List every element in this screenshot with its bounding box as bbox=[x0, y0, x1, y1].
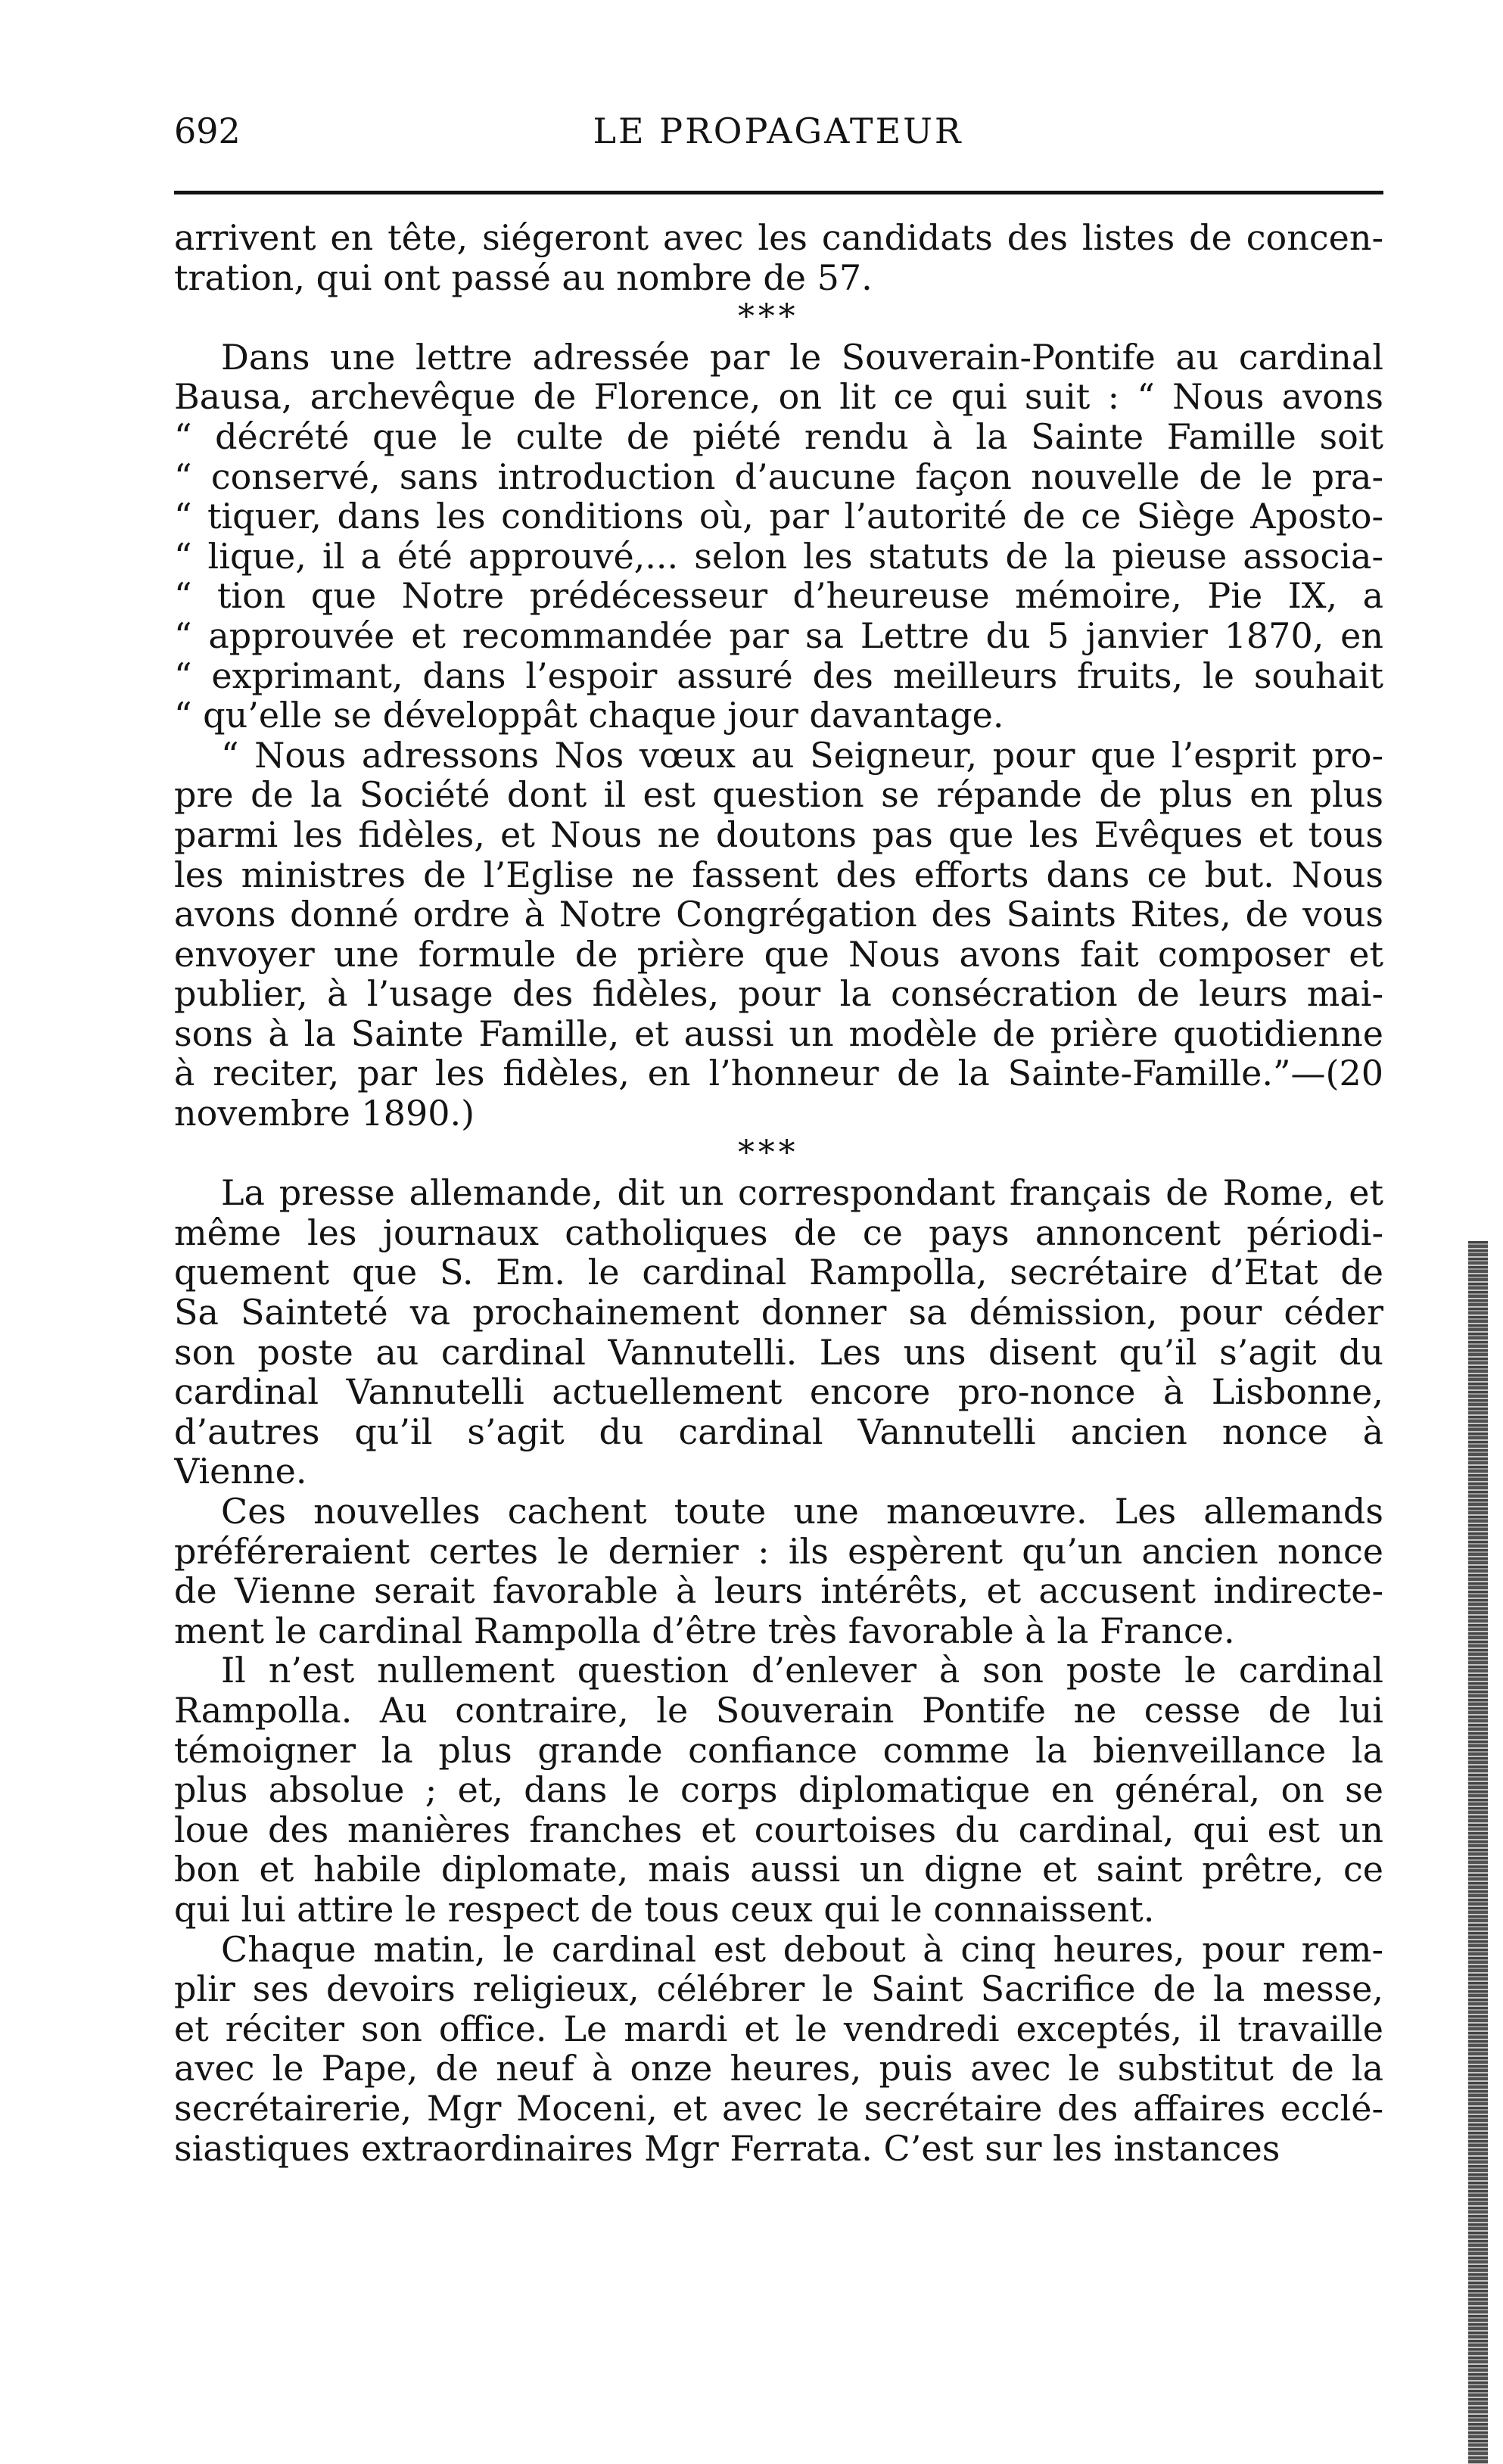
section-asterism bbox=[174, 297, 1383, 338]
text-line: La presse allemande, dit un correspondant français de Rome, et bbox=[221, 1173, 1383, 1213]
text-line: “ exprimant, dans l’espoir assuré des meilleurs fruits, le souhait bbox=[174, 655, 1383, 696]
text-line: loue des manières franches et courtoises du cardinal, qui est un bbox=[174, 1809, 1383, 1850]
text-line: Il n’est nullement question d’enlever à son poste le cardinal bbox=[221, 1650, 1383, 1691]
text-line: secrétairerie, Mgr Moceni, et avec le secrétaire des affaires ecclé- bbox=[174, 2088, 1383, 2129]
text-body bbox=[174, 218, 1383, 2168]
text-line: “ approuvée et recommandée par sa Lettre du 5 janvier 1870, en bbox=[174, 615, 1383, 656]
text-line: publier, à l’usage des fidèles, pour la consécration de leurs mai- bbox=[174, 974, 1383, 1014]
text-line: avons donné ordre à Notre Congrégation des Saints Rites, de vous bbox=[174, 894, 1383, 935]
text-line: Ces nouvelles cachent toute une manœuvre. Les allemands bbox=[221, 1492, 1383, 1532]
text-line: “ lique, il a été approuvé,... selon les statuts de la pieuse associa- bbox=[174, 536, 1383, 577]
text-line: Vienne. bbox=[174, 1451, 307, 1492]
text-line: bon et habile diplomate, mais aussi un digne et saint prêtre, ce bbox=[174, 1850, 1383, 1890]
text-line: Bausa, archevêque de Florence, on lit ce qui suit : “ Nous avons bbox=[174, 377, 1383, 417]
text-line: “ Nous adressons Nos vœux au Seigneur, pour que l’esprit pro- bbox=[221, 735, 1383, 776]
text-line: “ tion que Notre prédécesseur d’heureuse mémoire, Pie IX, a bbox=[174, 576, 1383, 616]
text-line: Sa Sainteté va prochainement donner sa démission, pour céder bbox=[174, 1293, 1383, 1333]
text-line: plir ses devoirs religieux, célébrer le Saint Sacrifice de la messe, bbox=[174, 1969, 1383, 2009]
page-header bbox=[174, 107, 1382, 160]
text-line: même les journaux catholiques de ce pays annoncent périodi- bbox=[174, 1212, 1383, 1253]
section-asterism bbox=[174, 1134, 1383, 1174]
text-line: Chaque matin, le cardinal est debout à cinq heures, pour rem- bbox=[221, 1929, 1383, 1970]
text-line: novembre 1890.) bbox=[174, 1094, 475, 1134]
text-line: arrivent en tête, siégeront avec les candidats des listes de concen- bbox=[174, 218, 1383, 258]
header-rule bbox=[174, 191, 1383, 194]
text-line: ment le cardinal Rampolla d’être très favorable à la France. bbox=[174, 1610, 1235, 1651]
text-line: “ qu’elle se développât chaque jour davantage. bbox=[174, 695, 1004, 736]
text-line: sons à la Sainte Famille, et aussi un modèle de prière quotidienne bbox=[174, 1013, 1383, 1054]
text-line: préféreraient certes le dernier : ils espèrent qu’un ancien nonce bbox=[174, 1531, 1383, 1572]
text-line: Dans une lettre adressée par le Souverain-Pontife au cardinal bbox=[221, 337, 1383, 378]
text-line: avec le Pape, de neuf à onze heures, puis avec le substitut de la bbox=[174, 2049, 1383, 2089]
text-line: son poste au cardinal Vannutelli. Les uns disent qu’il s’agit du bbox=[174, 1332, 1383, 1373]
text-line: de Vienne serait favorable à leurs intérêts, et accusent indirecte- bbox=[174, 1571, 1383, 1611]
text-line: “ conservé, sans introduction d’aucune façon nouvelle de le pra- bbox=[174, 456, 1383, 497]
text-line: pre de la Société dont il est question se répande de plus en plus bbox=[174, 775, 1383, 815]
text-line: cardinal Vannutelli actuellement encore pro-nonce à Lisbonne, bbox=[174, 1372, 1383, 1412]
text-line: siastiques extraordinaires Mgr Ferrata. C’est sur les instances bbox=[174, 2128, 1281, 2169]
text-line: plus absolue ; et, dans le corps diplomatique en général, on se bbox=[174, 1770, 1383, 1810]
running-title: LE PROPAGATEUR bbox=[593, 110, 963, 151]
text-line: et réciter son office. Le mardi et le vendredi exceptés, il travaille bbox=[174, 2008, 1383, 2049]
text-line: tration, qui ont passé au nombre de 57. bbox=[174, 257, 873, 298]
text-line: quement que S. Em. le cardinal Rampolla, secrétaire d’Etat de bbox=[174, 1252, 1383, 1293]
asterism-glyph: * * * bbox=[738, 1133, 794, 1172]
text-line: parmi les fidèles, et Nous ne doutons pas que les Evêques et tous bbox=[174, 814, 1383, 855]
text-line: d’autres qu’il s’agit du cardinal Vannutelli ancien nonce à bbox=[174, 1411, 1383, 1452]
page-edge-strip bbox=[1468, 1241, 1488, 2464]
text-line: “ décrété que le culte de piété rendu à la Sainte Famille soit bbox=[174, 416, 1383, 457]
text-line: témoigner la plus grande confiance comme la bienveillance la bbox=[174, 1730, 1383, 1771]
text-line: envoyer une formule de prière que Nous avons fait composer et bbox=[174, 934, 1383, 975]
text-line: les ministres de l’Eglise ne fassent des efforts dans ce but. Nous bbox=[174, 854, 1383, 895]
text-line: Rampolla. Au contraire, le Souverain Pontife ne cesse de lui bbox=[174, 1690, 1383, 1731]
text-line: “ tiquer, dans les conditions où, par l’autorité de ce Siège Aposto- bbox=[174, 496, 1383, 537]
text-line: à reciter, par les fidèles, en l’honneur de la Sainte-Famille.”—(20 bbox=[174, 1053, 1383, 1094]
page-number: 692 bbox=[174, 110, 241, 151]
asterism-glyph: * * * bbox=[738, 297, 794, 337]
text-line: qui lui attire le respect de tous ceux qui le connaissent. bbox=[174, 1889, 1155, 1930]
